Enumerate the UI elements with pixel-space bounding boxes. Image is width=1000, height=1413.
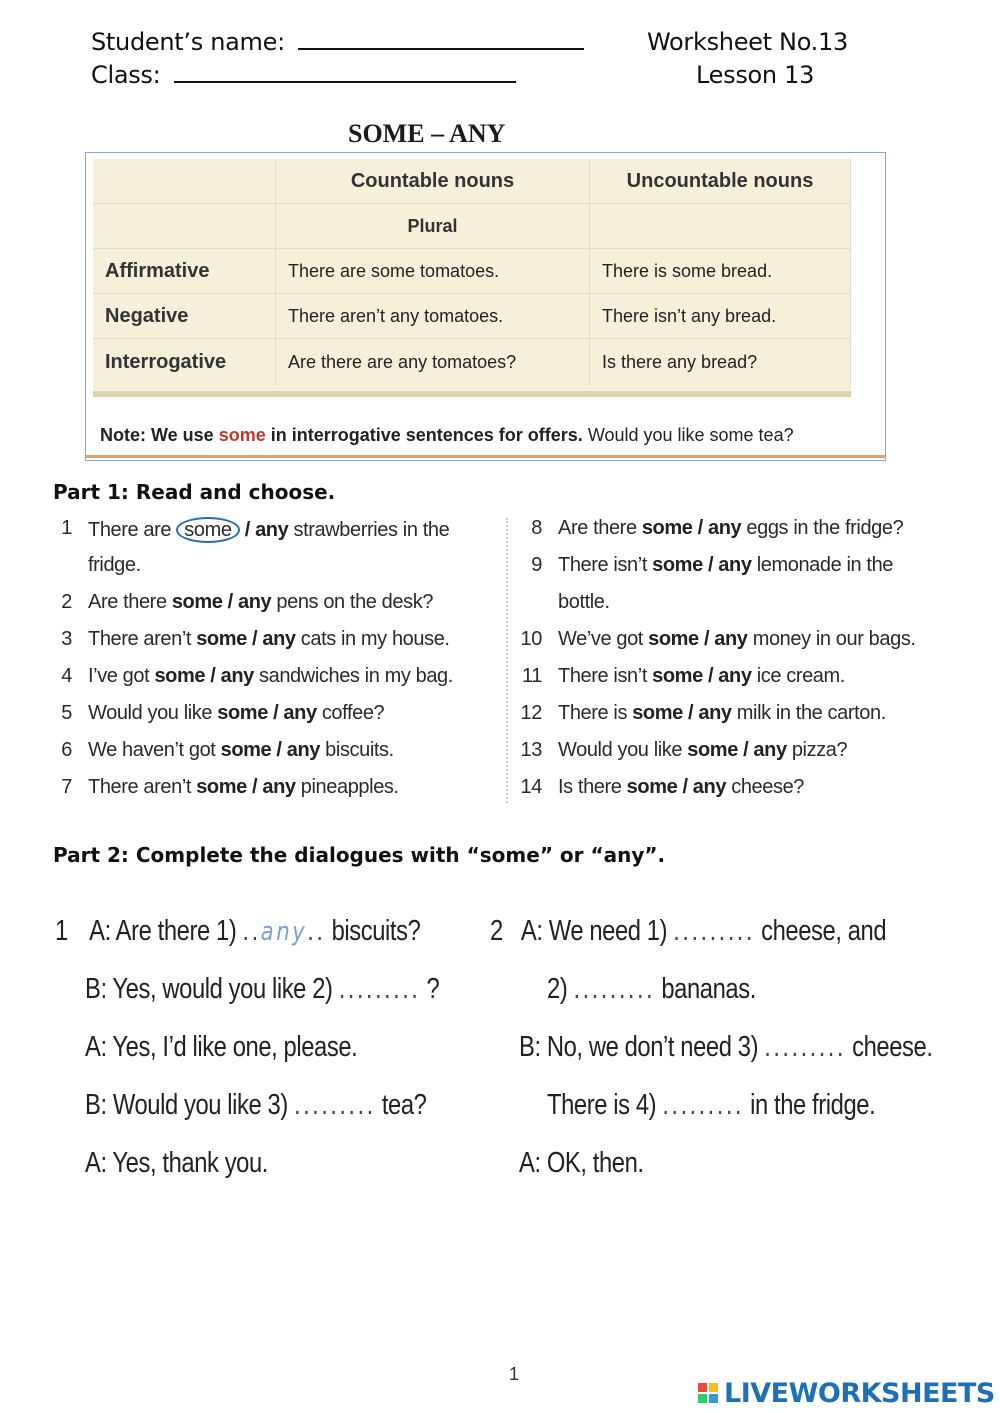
item-after: lemonade in the xyxy=(751,554,894,576)
dialogue1-line2-end: ? xyxy=(420,973,440,1005)
option-separator: / xyxy=(239,519,256,541)
option-some[interactable]: some xyxy=(154,665,206,687)
item-number: 12 xyxy=(520,702,542,724)
option-separator: / xyxy=(205,665,221,687)
option-any[interactable]: any xyxy=(707,517,742,539)
option-some[interactable]: some xyxy=(626,776,678,798)
item-number: 5 xyxy=(61,702,72,724)
dialogue2-blank-4[interactable]: ......... xyxy=(662,1089,744,1121)
option-some[interactable]: some xyxy=(652,665,703,687)
option-separator: / xyxy=(267,702,284,724)
logo-text: LIVEWORKSHEETS xyxy=(724,1377,995,1409)
dialogue2-line2 xyxy=(547,973,756,1006)
dialogue1-line1 xyxy=(55,915,420,948)
option-separator: / xyxy=(246,776,263,798)
item-text xyxy=(558,554,893,577)
option-any[interactable]: any xyxy=(286,739,321,761)
option-some[interactable]: some xyxy=(220,739,272,761)
dialogue2-line5: A: OK, then. xyxy=(519,1147,644,1179)
item-number: 3 xyxy=(61,628,72,650)
option-separator: / xyxy=(246,628,263,650)
option-separator: / xyxy=(737,739,754,761)
option-separator: / xyxy=(682,702,699,724)
lesson-number: Lesson 13 xyxy=(696,61,815,89)
item-text xyxy=(558,702,886,725)
item-text xyxy=(88,702,384,725)
note-example: Would you like some tea? xyxy=(582,425,794,445)
cell-negative-uncountable: There isn’t any bread. xyxy=(590,294,851,339)
item-after: pens on the desk? xyxy=(271,591,434,613)
item-before: There isn’t xyxy=(558,665,653,687)
dialogue1-answer-1: any xyxy=(260,917,308,947)
item-number: 6 xyxy=(61,739,72,761)
option-separator: / xyxy=(222,591,238,613)
option-some[interactable]: some xyxy=(196,776,247,798)
dialogue2-line3-text: B: No, we don’t need 3) xyxy=(519,1031,765,1063)
option-any[interactable]: any xyxy=(714,628,748,650)
item-continuation: bottle. xyxy=(558,591,610,613)
dialogue2-line3-end: cheese. xyxy=(845,1031,933,1063)
item-text xyxy=(558,739,847,762)
item-after: pineapples. xyxy=(295,776,399,798)
page-number: 1 xyxy=(509,1364,520,1384)
column-divider xyxy=(506,518,508,803)
row-label-negative: Negative xyxy=(93,294,276,339)
item-after: sandwiches in my bag. xyxy=(253,665,453,687)
item-text xyxy=(558,628,916,651)
option-any[interactable]: any xyxy=(262,628,296,650)
dialogue1-number: 1 xyxy=(55,915,68,947)
student-name-label: Student’s name: xyxy=(91,28,285,56)
item-number: 8 xyxy=(531,517,542,539)
col-header-uncountable: Uncountable nouns xyxy=(590,159,851,204)
option-any[interactable]: any xyxy=(220,665,254,687)
item-after: biscuits. xyxy=(320,739,394,761)
item-text xyxy=(88,517,449,543)
item-before: There is xyxy=(558,702,633,724)
dialogue2-line1-end: cheese, and xyxy=(754,915,887,947)
class-row xyxy=(91,61,516,89)
item-number: 9 xyxy=(531,554,542,576)
dialogue1-line2-text: B: Yes, would you like 2) xyxy=(85,973,339,1005)
item-after: money in our bags. xyxy=(747,628,916,650)
option-some[interactable]: some xyxy=(641,517,693,539)
item-before: There isn’t xyxy=(558,554,653,576)
item-text xyxy=(558,776,804,799)
item-before: Is there xyxy=(558,776,627,798)
item-after: ice cream. xyxy=(751,665,845,687)
grammar-table xyxy=(93,159,851,397)
option-any[interactable]: any xyxy=(255,519,289,541)
item-before: We haven’t got xyxy=(88,739,221,761)
option-some[interactable]: some xyxy=(687,739,738,761)
table-cell-empty xyxy=(590,204,851,249)
option-any[interactable]: any xyxy=(718,665,752,687)
item-before: Would you like xyxy=(558,739,688,761)
item-after: cats in my house. xyxy=(295,628,450,650)
row-label-interrogative: Interrogative xyxy=(93,339,276,385)
dialogue1-line4-text: B: Would you like 3) xyxy=(85,1089,295,1121)
option-separator: / xyxy=(698,628,715,650)
dialogue2-number: 2 xyxy=(490,915,503,947)
note-middle: in interrogative sentences for offers. xyxy=(265,425,583,445)
item-after: coffee? xyxy=(316,702,385,724)
item-text xyxy=(88,665,453,688)
dialogue1-line1-text: A: Are there 1) xyxy=(89,915,243,947)
dialogue2-line1-text: A: We need 1) xyxy=(520,915,674,947)
item-number: 10 xyxy=(520,628,542,650)
grammar-box xyxy=(85,152,886,461)
option-separator: / xyxy=(702,665,719,687)
item-number: 14 xyxy=(520,776,542,798)
grammar-note xyxy=(100,425,794,446)
dialogue1-line1-end: biscuits? xyxy=(325,915,421,947)
dialogue2-line4-end: in the fridge. xyxy=(743,1089,876,1121)
worksheet-number: Worksheet No.13 xyxy=(647,28,848,56)
table-corner xyxy=(93,159,276,204)
item-before: Would you like xyxy=(88,702,218,724)
cell-interrogative-countable: Are there are any tomatoes? xyxy=(276,339,590,385)
item-before: Are there xyxy=(88,591,172,613)
item-number: 1 xyxy=(61,517,72,539)
item-before: There aren’t xyxy=(88,628,197,650)
item-number: 11 xyxy=(522,665,542,687)
item-after: eggs in the fridge? xyxy=(741,517,904,539)
student-name-row xyxy=(91,28,584,56)
dialogue1-blank-1[interactable]: ..any.. xyxy=(242,915,326,947)
item-after: pizza? xyxy=(786,739,848,761)
cell-affirmative-uncountable: There is some bread. xyxy=(590,249,851,294)
option-some[interactable]: some xyxy=(171,591,223,613)
item-before: We’ve got xyxy=(558,628,649,650)
dialogue1-line2 xyxy=(85,973,439,1006)
item-after: milk in the carton. xyxy=(731,702,886,724)
dialogue2-blank-2[interactable]: ......... xyxy=(573,973,656,1005)
option-any[interactable]: any xyxy=(698,702,732,724)
dialogue1-blank-3[interactable]: ......... xyxy=(294,1089,376,1121)
item-text xyxy=(88,628,450,651)
note-keyword: some xyxy=(218,425,266,445)
option-some[interactable]: some xyxy=(176,517,239,543)
option-separator: / xyxy=(702,554,719,576)
student-name-blank[interactable] xyxy=(298,48,584,50)
dialogue1-blank-2[interactable]: ......... xyxy=(338,973,421,1005)
item-before: I’ve got xyxy=(88,665,155,687)
part1-heading: Part 1: Read and choose. xyxy=(53,480,336,504)
table-cell-empty xyxy=(93,204,276,249)
class-label: Class: xyxy=(91,61,161,89)
cell-interrogative-uncountable: Is there any bread? xyxy=(590,339,851,385)
part2-heading: Part 2: Complete the dialogues with “some” or “any”. xyxy=(53,843,666,867)
item-continuation: fridge. xyxy=(88,554,141,576)
item-after: strawberries in the xyxy=(288,519,450,541)
dialogue2-blank-3[interactable]: ......... xyxy=(764,1031,846,1063)
col-header-countable: Countable nouns xyxy=(276,159,590,204)
item-after: cheese? xyxy=(726,776,805,798)
option-any[interactable]: any xyxy=(718,554,752,576)
dialogue2-line4 xyxy=(547,1089,875,1122)
dialogue2-line1 xyxy=(490,915,886,948)
item-number: 13 xyxy=(520,739,542,761)
dialogue1-line3: A: Yes, I’d like one, please. xyxy=(85,1031,358,1063)
logo-squares-icon xyxy=(697,1382,721,1404)
item-before: There are xyxy=(88,519,177,541)
page-title: SOME – ANY xyxy=(348,119,506,148)
option-any[interactable]: any xyxy=(283,702,317,724)
liveworksheets-logo[interactable] xyxy=(697,1377,995,1409)
dialogue1-line4-end: tea? xyxy=(375,1089,427,1121)
row-label-affirmative: Affirmative xyxy=(93,249,276,294)
sub-header-plural: Plural xyxy=(276,204,590,249)
dialogue2-line2-end: bananas. xyxy=(655,973,756,1005)
option-separator: / xyxy=(271,739,287,761)
option-separator: / xyxy=(677,776,693,798)
item-text xyxy=(88,776,399,799)
dialogue2-line3 xyxy=(519,1031,933,1064)
item-before: Are there xyxy=(558,517,642,539)
dialogue1-line4 xyxy=(85,1089,426,1122)
cell-negative-countable: There aren’t any tomatoes. xyxy=(276,294,590,339)
item-number: 2 xyxy=(61,591,72,613)
option-any[interactable]: any xyxy=(237,591,272,613)
option-some[interactable]: some xyxy=(652,554,703,576)
item-before: There aren’t xyxy=(88,776,197,798)
item-text xyxy=(558,517,903,540)
item-text xyxy=(88,591,433,614)
dialogue2-blank-1[interactable]: ......... xyxy=(673,915,755,947)
dialogue2-line4-text: There is 4) xyxy=(547,1089,663,1121)
dialogue2-line2-text: 2) xyxy=(547,973,574,1005)
item-text xyxy=(88,739,394,762)
option-any[interactable]: any xyxy=(692,776,727,798)
note-prefix: Note: We use xyxy=(100,425,219,445)
option-some[interactable]: some xyxy=(217,702,268,724)
item-number: 4 xyxy=(61,665,72,687)
option-separator: / xyxy=(692,517,708,539)
option-some[interactable]: some xyxy=(196,628,247,650)
item-number: 7 xyxy=(61,776,72,798)
option-some[interactable]: some xyxy=(632,702,683,724)
option-any[interactable]: any xyxy=(753,739,787,761)
note-rule xyxy=(86,455,885,458)
option-some[interactable]: some xyxy=(648,628,699,650)
item-text xyxy=(558,665,845,688)
cell-affirmative-countable: There are some tomatoes. xyxy=(276,249,590,294)
option-any[interactable]: any xyxy=(262,776,296,798)
class-blank[interactable] xyxy=(174,81,516,83)
dialogue1-line5: A: Yes, thank you. xyxy=(85,1147,269,1179)
